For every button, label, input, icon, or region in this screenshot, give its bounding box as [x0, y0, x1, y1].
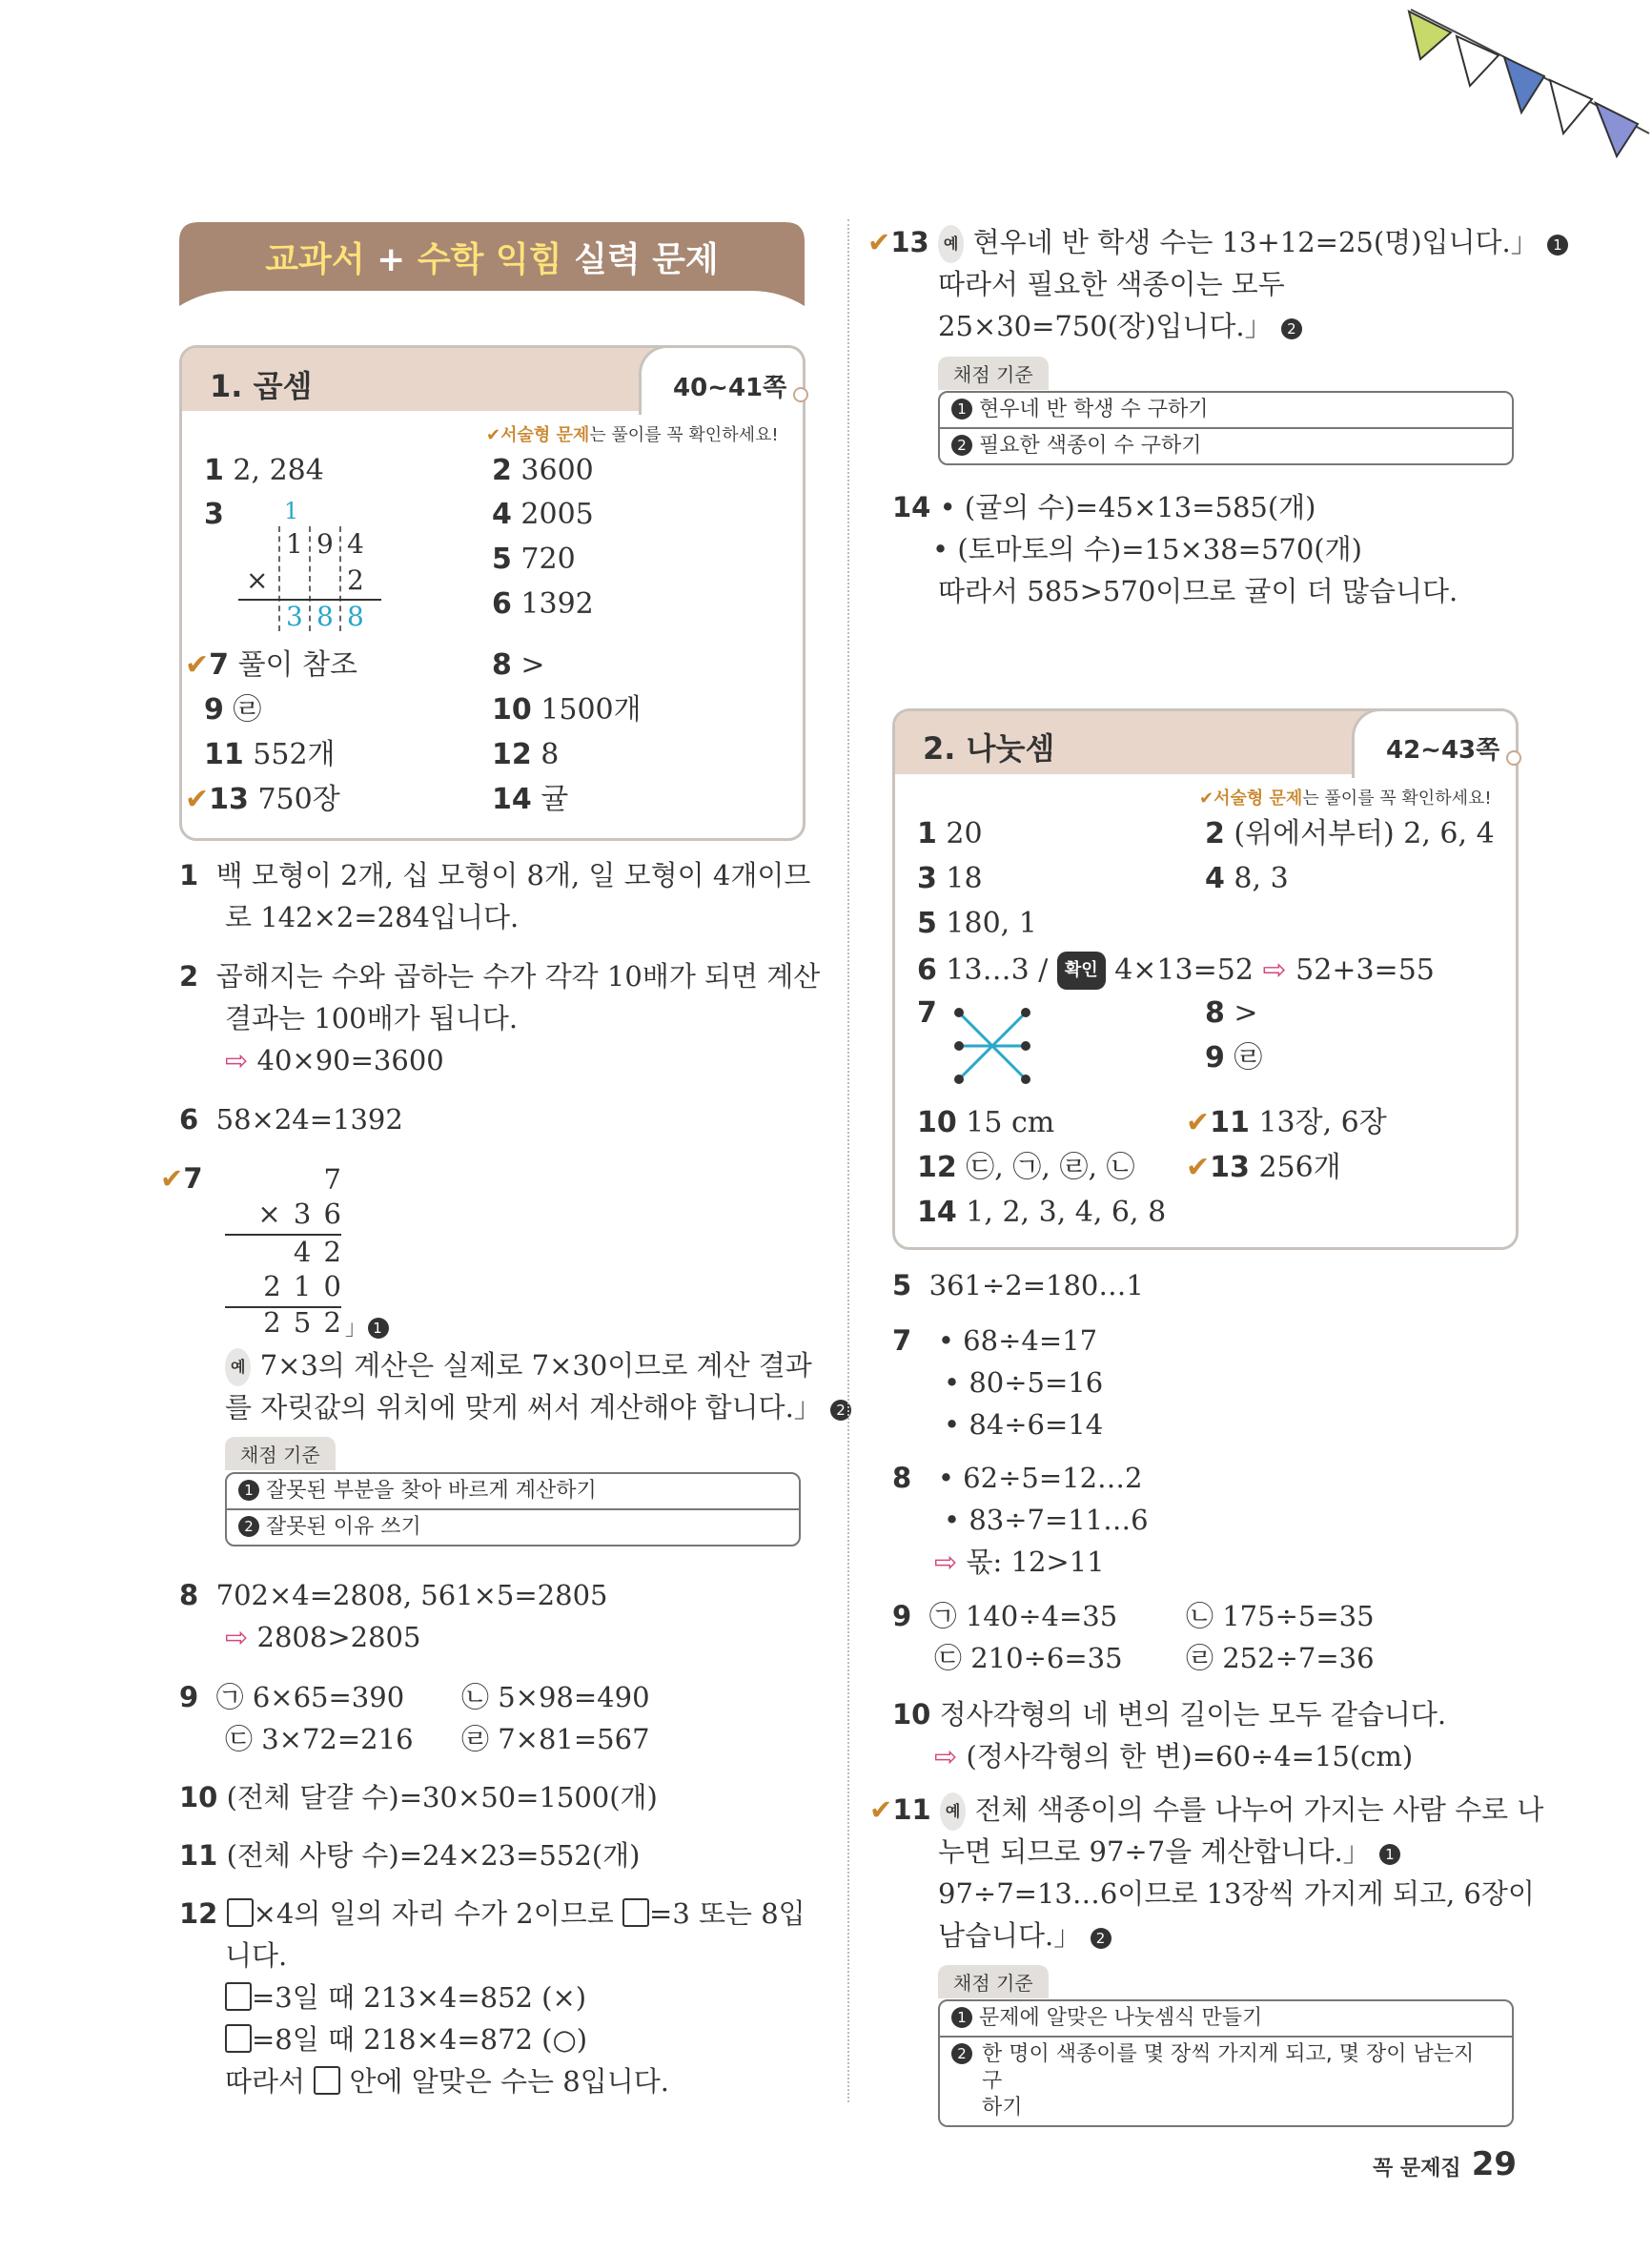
explain-1-line2: 로 142×2=284입니다. [225, 901, 520, 933]
circle-1-icon: 1 [368, 1318, 389, 1339]
s1-answer-7: ✔7 풀이 참조 [185, 648, 358, 682]
right-explain-14-line2: • (토마토의 수)=15×38=570(개) [932, 533, 1362, 565]
section1-pages: 40~41쪽 [673, 374, 787, 402]
hint-rest: 는 풀이를 꼭 확인하세요! [1302, 789, 1492, 809]
s1-answer-13: ✔13 750장 [185, 783, 340, 816]
section1-title: 1. 곱셈 [210, 368, 313, 404]
arrow-icon: ⇨ [934, 1740, 958, 1772]
circle-1-icon: 1 [1547, 235, 1568, 256]
result-digit-2: 8 [316, 601, 334, 632]
blank-box [227, 1898, 254, 1927]
bunting-decoration [1392, 0, 1652, 167]
s2-answer-3: 3 18 [917, 862, 983, 895]
calc-end-mark: 」 1 [345, 1312, 389, 1342]
s1-answer-8: 8 > [492, 648, 545, 682]
calc-row-4: 2 1 0 [263, 1270, 343, 1302]
s1-answer-12: 12 8 [492, 738, 560, 771]
r-explain-11-line2: 누면 되므로 97÷7을 계산합니다.」 1 [938, 1834, 1400, 1869]
circle-2-icon: 2 [830, 1400, 851, 1421]
check-icon: ✔ [869, 1793, 893, 1826]
explain-7-number: ✔7 [160, 1162, 203, 1195]
r-explain-9-line1: 9 ㉠ 140÷4=35 [892, 1600, 1118, 1632]
criteria-row-1: 1 잘못된 부분을 찾아 바르게 계산하기 [227, 1474, 799, 1508]
s1-answer-5: 5 720 [492, 543, 576, 576]
s2-answer-7: 7 [917, 996, 937, 1030]
s2-answer-11: ✔11 13장, 6장 [1186, 1106, 1387, 1139]
calc-row-5: 2 5 2 [263, 1306, 343, 1339]
r-explain-8-line3: ⇨ 몫: 12>11 [934, 1546, 1105, 1578]
explain-12-line3: =3일 때 213×4=852 (×) [225, 1980, 586, 2015]
footer-label: 꼭 문제집 [1373, 2157, 1461, 2181]
top-digit-2: 9 [316, 528, 334, 560]
explain-12-line1: 12 ×4의 일의 자리 수가 2이므로 =3 또는 8입 [179, 1897, 806, 1930]
s1-answer-14: 14 귤 [492, 783, 569, 816]
explain-7-line2: 를 자릿값의 위치에 맞게 써서 계산해야 합니다.」 2 [225, 1390, 851, 1424]
s2-answer-14: 14 1, 2, 3, 4, 6, 8 [917, 1196, 1167, 1229]
banner-title-part3: 실력 문제 [574, 240, 719, 279]
hint-check-icon: ✔ [486, 425, 501, 445]
s2-answer-7-cross-diagram [949, 1003, 1035, 1089]
s1-answer-6: 6 1392 [492, 587, 594, 621]
explain-9-b: ㉡ 5×98=490 [461, 1681, 650, 1713]
r-explain-9-b: ㉡ 175÷5=35 [1186, 1600, 1375, 1632]
banner-title [179, 233, 805, 281]
example-badge: 예 [938, 225, 964, 263]
s1-answer-4: 4 2005 [492, 498, 594, 531]
circle-2-icon: 2 [951, 2043, 972, 2064]
circle-2-icon: 2 [951, 435, 972, 456]
criteria-row-2: 2 필요한 색종이 수 구하기 [940, 427, 1512, 463]
right-explain-13-line1: ✔13 예 현우네 반 학생 수는 13+12=25(명)입니다.」 1 [867, 225, 1568, 263]
explain-9-c: ㉢ 3×72=216 [225, 1723, 414, 1755]
banner-title-plus: + [377, 240, 406, 279]
s2-answer-8: 8 > [1205, 996, 1258, 1030]
column-divider [847, 219, 849, 2102]
check-icon: ✔ [185, 648, 210, 682]
explain-11-line1: 11 (전체 사탕 수)=24×23=552(개) [179, 1839, 641, 1872]
s2-answer-12: 12 ㉢, ㉠, ㉣, ㉡ [917, 1151, 1135, 1184]
section1-hint [486, 421, 779, 446]
hint-highlight: 서술형 문제 [500, 425, 590, 445]
s2-answer-10: 10 15 cm [917, 1106, 1055, 1139]
multiply-sign: × [246, 564, 269, 596]
s1-answer-3: 3 [204, 498, 224, 531]
example-badge: 예 [940, 1792, 966, 1831]
calc-row-1: 7 [323, 1163, 343, 1196]
blank-box [622, 1898, 649, 1927]
r-explain-10-line2: ⇨ (정사각형의 한 변)=60÷4=15(cm) [934, 1740, 1414, 1772]
column-guide-3 [339, 526, 343, 631]
criteria-tag-left: 채점 기준 [225, 1437, 336, 1470]
s2-answer-5: 5 180, 1 [917, 907, 1037, 940]
result-digit-1: 3 [286, 601, 303, 632]
criteria-row-1: 1 문제에 알맞은 나눗셈식 만들기 [940, 2001, 1512, 2036]
s1-vertical-multiplication [238, 496, 391, 639]
s1-answer-11: 11 552개 [204, 738, 336, 771]
calc-row-2: × 3 6 [257, 1198, 343, 1230]
circle-1-icon: 1 [238, 1480, 259, 1501]
hint-check-icon: ✔ [1199, 789, 1214, 809]
top-digit-1: 1 [286, 528, 303, 560]
r-explain-11-line3: 97÷7=13…6이므로 13장씩 가지게 되고, 6장이 [938, 1877, 1535, 1910]
hint-highlight: 서술형 문제 [1214, 789, 1303, 809]
bunting-flag-4 [1550, 80, 1592, 133]
r-explain-7-line3: • 84÷6=14 [944, 1408, 1104, 1441]
example-badge: 예 [225, 1348, 251, 1386]
criteria-tag-right-11: 채점 기준 [938, 1965, 1049, 1998]
check-icon: ✔ [1186, 1151, 1211, 1184]
circle-2-icon: 2 [1281, 318, 1302, 339]
r-explain-5: 5 361÷2=180…1 [892, 1269, 1144, 1301]
banner-title-part1: 교과서 [265, 240, 365, 279]
blank-box [225, 2024, 252, 2053]
s2-answer-1: 1 20 [917, 817, 983, 850]
page-footer [1373, 2145, 1517, 2183]
check-icon: ✔ [867, 226, 891, 258]
circle-1-icon: 1 [1379, 1844, 1400, 1865]
arrow-icon: ⇨ [225, 1621, 249, 1653]
check-icon: ✔ [160, 1162, 184, 1195]
arrow-icon: ⇨ [225, 1044, 249, 1076]
s2-answer-4: 4 8, 3 [1205, 862, 1289, 895]
blank-box [225, 1982, 252, 2011]
section1-tab-dot [793, 387, 808, 402]
explain-12-line4: =8일 때 218×4=872 (○) [225, 2022, 587, 2057]
r-explain-11-line4: 남습니다.」 2 [938, 1918, 1112, 1953]
criteria-row-2: 2 잘못된 이유 쓰기 [227, 1508, 799, 1545]
page-number: 29 [1471, 2145, 1518, 2183]
explain-12-line5: 따라서 안에 알맞은 수는 8입니다. [225, 2065, 669, 2098]
circle-2-icon: 2 [1091, 1928, 1112, 1949]
r-explain-10-line1: 10 정사각형의 네 변의 길이는 모두 같습니다. [892, 1698, 1447, 1731]
criteria-row-2: 2 한 명이 색종이를 몇 장씩 가지게 되고, 몇 장이 남는지 구 하기 [940, 2036, 1512, 2125]
check-label-badge: 확인 [1057, 952, 1106, 990]
explain-7-vertical-calc [225, 1163, 397, 1340]
explain-9-line1: 9 ㉠ 6×65=390 [179, 1681, 405, 1713]
blank-box [314, 2066, 340, 2095]
section2-tab-dot [1506, 750, 1521, 766]
check-icon: ✔ [1186, 1106, 1211, 1139]
explain-8-line2: ⇨ 2808>2805 [225, 1621, 421, 1653]
top-digit-3: 4 [347, 528, 364, 560]
banner-title-part2: 수학 익힘 [417, 240, 562, 279]
r-explain-8-line2: • 83÷7=11…6 [944, 1504, 1149, 1536]
s1-answer-1: 1 2, 284 [204, 454, 324, 487]
s1-answer-2: 2 3600 [492, 454, 594, 487]
bunting-flag-3 [1504, 57, 1544, 113]
check-icon: ✔ [185, 783, 210, 816]
criteria-row-1: 1 현우네 반 학생 수 구하기 [940, 393, 1512, 427]
explain-12-line2: 니다. [225, 1939, 288, 1972]
explain-6-line1: 6 58×24=1392 [179, 1103, 403, 1136]
explain-1-line1: 1 백 모형이 2개, 십 모형이 8개, 일 모형이 4개이므 [179, 859, 811, 891]
s1-answer-10: 10 1500개 [492, 693, 642, 727]
s2-answer-2: 2 (위에서부터) 2, 6, 4 [1205, 817, 1495, 850]
section2-pages: 42~43쪽 [1386, 736, 1500, 765]
column-guide-1 [278, 526, 282, 631]
r-explain-11-line1: ✔11 예 전체 색종이의 수를 나누어 가지는 사람 수로 나 [869, 1792, 1543, 1831]
s2-answer-6: 6 13…3 / 확인 4×13=52 ⇨ 52+3=55 [917, 952, 1435, 990]
result-digit-3: 8 [347, 601, 364, 632]
r-explain-7-line1: 7 • 68÷4=17 [892, 1324, 1098, 1357]
arrow-icon: ⇨ [1262, 953, 1287, 987]
section2-title: 2. 나눗셈 [923, 730, 1055, 767]
explain-2-line2: 결과는 100배가 됩니다. [225, 1002, 519, 1034]
explain-2-line3: ⇨ 40×90=3600 [225, 1044, 444, 1076]
s1-answer-9: 9 ㉣ [204, 693, 262, 727]
r-explain-9-d: ㉣ 252÷7=36 [1186, 1642, 1375, 1674]
criteria-box-left [225, 1472, 801, 1546]
calc-row-3: 4 2 [293, 1236, 343, 1268]
criteria-box-right-13 [938, 391, 1514, 465]
right-explain-13-line3: 25×30=750(장)입니다.」 2 [938, 309, 1302, 343]
explain-9-d: ㉣ 7×81=567 [461, 1723, 650, 1755]
explain-2-line1: 2 곱해지는 수와 곱하는 수가 각각 10배가 되면 계산 [179, 960, 821, 993]
right-explain-14-line3: 따라서 585>570이므로 귤이 더 많습니다. [938, 575, 1458, 607]
r-explain-8-line1: 8 • 62÷5=12…2 [892, 1462, 1143, 1494]
s2-answer-9: 9 ㉣ [1205, 1041, 1263, 1075]
r-explain-9-c: ㉢ 210÷6=35 [934, 1642, 1123, 1674]
multiplier-digit: 2 [347, 564, 364, 596]
hint-rest: 는 풀이를 꼭 확인하세요! [589, 425, 779, 445]
s2-answer-13: ✔13 256개 [1186, 1151, 1341, 1184]
column-guide-2 [309, 526, 313, 631]
explain-8-line1: 8 702×4=2808, 561×5=2805 [179, 1579, 608, 1611]
right-explain-14-line1: 14 • (귤의 수)=45×13=585(개) [892, 491, 1316, 523]
circle-1-icon: 1 [951, 399, 972, 420]
criteria-tag-right-13: 채점 기준 [938, 357, 1049, 390]
explain-10-line1: 10 (전체 달걀 수)=30×50=1500(개) [179, 1781, 658, 1813]
section2-hint [1199, 785, 1492, 809]
criteria-box-right-11 [938, 1999, 1514, 2127]
explain-7-line1: 예 7×3의 계산은 실제로 7×30이므로 계산 결과 [225, 1348, 812, 1386]
circle-1-icon: 1 [951, 2007, 972, 2028]
arrow-icon: ⇨ [934, 1546, 958, 1578]
bunting-flag-5 [1596, 103, 1638, 156]
r-explain-7-line2: • 80÷5=16 [944, 1366, 1104, 1399]
right-explain-13-line2: 따라서 필요한 색종이는 모두 [938, 268, 1285, 300]
circle-2-icon: 2 [238, 1516, 259, 1537]
carry-digit: 1 [284, 498, 299, 524]
